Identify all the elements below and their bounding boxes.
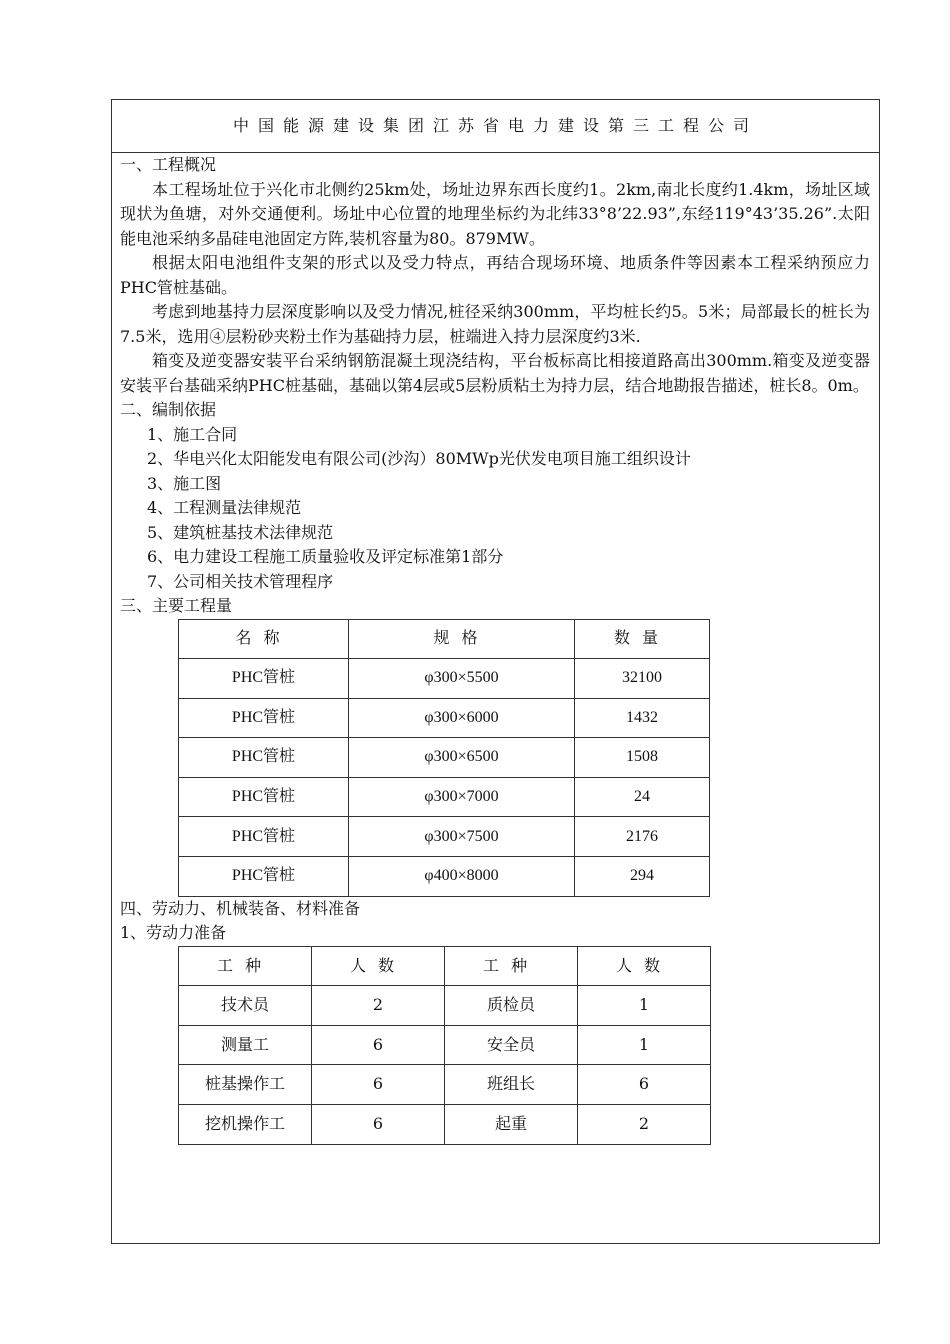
table-row [179,857,710,897]
table-cell: 1 [578,1025,711,1065]
table-cell: 1 [578,986,711,1026]
table-cell: 测量工 [179,1025,312,1065]
table-cell: 32100 [575,659,710,699]
overview-paragraph: 根据太阳电池组件支架的形式以及受力特点，再结合现场环境、地质条件等因素本工程采纳预应力PHC管桩基础。 [120,253,870,297]
section-heading-quantities: 三、主要工程量 [120,596,233,615]
table-cell: 6 [312,1025,445,1065]
table-row [179,817,710,857]
table-cell: φ300×6500 [349,738,575,778]
table-cell: 安全员 [445,1025,578,1065]
document-frame [111,99,880,1244]
column-header: 工种 [179,946,312,986]
table-row [179,1025,711,1065]
table-cell: 2176 [575,817,710,857]
table-cell: 质检员 [445,986,578,1026]
table-cell: 桩基操作工 [179,1065,312,1105]
column-header: 人数 [578,946,711,986]
column-header: 名称 [179,619,349,659]
table-header-row [179,946,711,986]
table-cell: PHC管桩 [179,659,349,699]
overview-paragraph: 本工程场址位于兴化市北侧约25km处，场址边界东西长度约1。2km,南北长度约1.4km，场址区域现状为鱼塘，对外交通便利。场址中心位置的地理坐标约为北纬33°8’22.93”,东经119°43’35.26”.太阳能电池采纳多晶硅电池固定方阵,装机容量为80。879MW。 [120,179,870,248]
table-row [179,1105,711,1145]
table-cell: 挖机操作工 [179,1105,312,1145]
table-cell: 1508 [575,738,710,778]
table-cell: PHC管桩 [179,738,349,778]
company-header: 中国能源建设集团江苏省电力建设第三工程公司 [112,100,879,153]
table-cell: 起重 [445,1105,578,1145]
table-cell: PHC管桩 [179,817,349,857]
table-cell: 技术员 [179,986,312,1026]
table-cell: 1432 [575,698,710,738]
section-heading-labor: 四、劳动力、机械装备、材料准备 [120,898,361,918]
column-header: 人数 [312,946,445,986]
column-header: 工种 [445,946,578,986]
overview-paragraph: 箱变及逆变器安装平台采纳钢筋混凝土现浇结构，平台板标高比相接道路高出300mm.箱变及逆变器安装平台基础采纳PHC桩基础，基础以第4层或5层粉质粘土为持力层，结合地勘报告描述，桩长8。0m。 [120,351,870,395]
overview-paragraph: 考虑到地基持力层深度影响以及受力情况,桩径采纳300mm，平均桩长约5。5米；局部最长的桩长为7.5米，选用④层粉砂夹粉土作为基础持力层，桩端进入持力层深度约3米. [120,302,870,346]
quantities-table [178,619,710,897]
basis-item: 2、华电兴化太阳能发电有限公司(沙沟）80MWp光伏发电项目施工组织设计 [147,449,691,468]
table-row [179,738,710,778]
table-header-row [179,619,710,659]
table-row [179,986,711,1026]
column-header: 数量 [575,619,710,659]
table-cell: 班组长 [445,1065,578,1105]
table-cell: PHC管桩 [179,777,349,817]
table-cell: φ300×5500 [349,659,575,699]
table-cell: 24 [575,777,710,817]
labor-table [178,946,711,1145]
basis-item: 1、施工合同 [147,424,238,444]
table-row [179,698,710,738]
table-cell: 2 [578,1105,711,1145]
table-cell: 6 [578,1065,711,1105]
table-cell: φ300×7000 [349,777,575,817]
basis-item: 3、施工图 [147,473,222,493]
table-cell: 6 [312,1105,445,1145]
table-cell: 294 [575,857,710,897]
table-cell: φ300×7500 [349,817,575,857]
column-header: 规格 [349,619,575,659]
table-row [179,659,710,699]
table-cell: 2 [312,986,445,1026]
basis-item: 4、工程测量法律规范 [147,498,302,517]
basis-item: 6、电力建设工程施工质量验收及评定标准第1部分 [147,547,504,566]
subsection-heading-labor: 1、劳动力准备 [120,923,227,943]
table-cell: PHC管桩 [179,857,349,897]
table-row [179,1065,711,1105]
table-cell: φ300×6000 [349,698,575,738]
table-cell: PHC管桩 [179,698,349,738]
table-cell: φ400×8000 [349,857,575,897]
basis-item: 5、建筑桩基技术法律规范 [147,522,334,542]
section-heading-basis: 二、编制依据 [120,400,217,419]
section-heading-overview: 一、工程概况 [120,155,217,174]
table-row [179,777,710,817]
basis-item: 7、公司相关技术管理程序 [147,571,334,591]
document-content [112,153,879,1145]
table-cell: 6 [312,1065,445,1105]
